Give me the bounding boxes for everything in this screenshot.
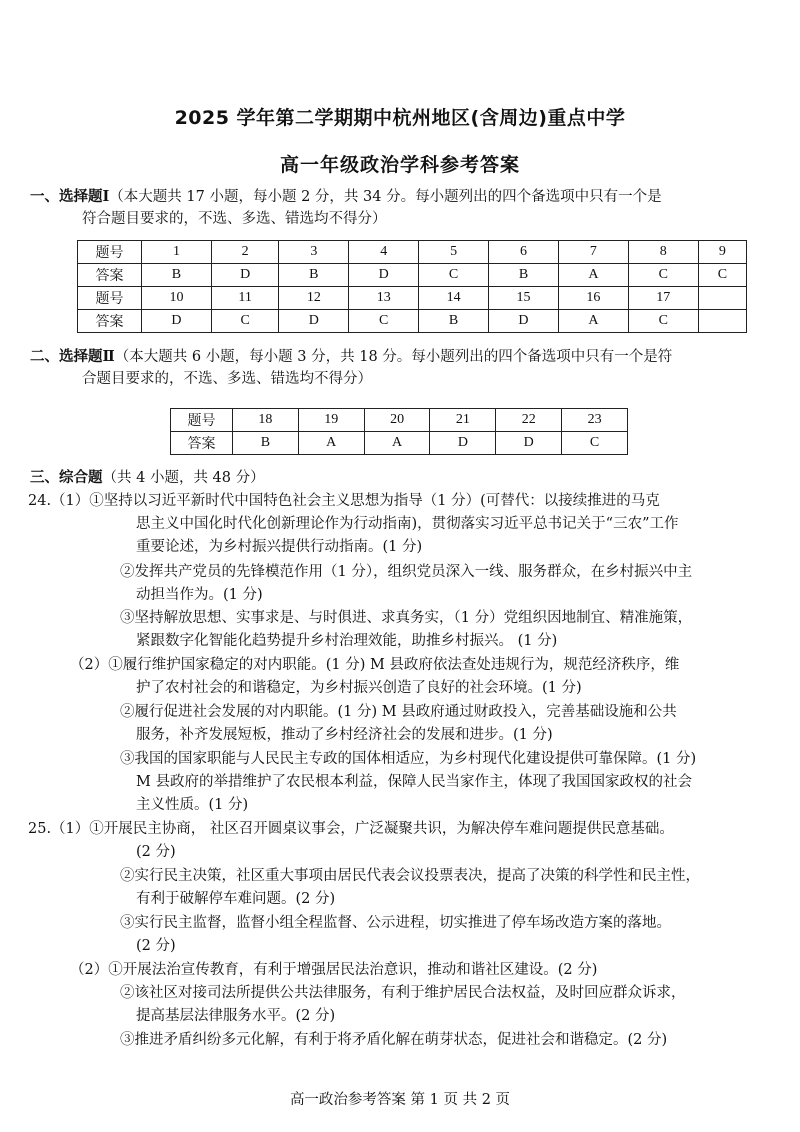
answer-cell: D [211, 264, 278, 287]
row-label: 答案 [78, 264, 142, 287]
answer-cell: D [279, 310, 349, 333]
question-number: 3 [279, 241, 349, 264]
answer-cell: C [698, 264, 746, 287]
section2-heading: 二、选择题Ⅱ [30, 348, 115, 365]
answer-cell: C [628, 310, 698, 333]
table-row [171, 409, 628, 432]
page-subtitle: 高一年级政治学科参考答案 [279, 154, 520, 176]
q24-line: 动担当作为。(1 分) [136, 587, 263, 603]
q24-line: ③坚持解放思想、实事求是、与时俱进、求真务实，（1 分）党组织因地制宜、精准施策， [120, 610, 693, 626]
row-label: 题号 [171, 409, 233, 432]
section3-desc: （共 4 小题，共 48 分） [102, 470, 265, 486]
q24-line: M 县政府的举措维护了农民根本利益，保障人民当家作主，体现了我国国家政权的社会 [136, 774, 692, 790]
question-number: 2 [211, 241, 278, 264]
q24-line: 主义性质。(1 分) [136, 797, 249, 813]
row-label: 题号 [78, 241, 142, 264]
answer-cell: D [489, 310, 559, 333]
row-label: 答案 [78, 310, 142, 333]
section3-intro [30, 467, 265, 489]
q24-line: ③我国的国家职能与人民民主专政的国体相适应，为乡村现代化建设提供可靠保障。(1 分) [120, 751, 697, 767]
page-footer: 高一政治参考答案 第 1 页 共 2 页 [289, 1092, 511, 1108]
answer-cell [698, 310, 746, 333]
q25-line: (2 分) [136, 938, 176, 954]
q25-line: (2 分) [136, 844, 176, 860]
section2-desc-line2: 合题目要求的，不选、多选、错选均不得分） [82, 371, 372, 387]
section2-answer-table [170, 408, 628, 455]
answer-cell: C [562, 432, 628, 455]
table-row [78, 287, 747, 310]
q25-line: ②实行民主决策，社区重大事项由居民代表会议投票表决，提高了决策的科学性和民主性， [120, 868, 700, 884]
q25-line: 25.（1）①开展民主协商， 社区召开圆桌议事会，广泛凝聚共识，为解决停车难问题提供民意基础。 [28, 821, 674, 837]
question-number: 12 [279, 287, 349, 310]
answer-cell: B [279, 264, 349, 287]
question-number: 22 [496, 409, 562, 432]
answer-cell: C [628, 264, 698, 287]
answer-cell: C [419, 264, 489, 287]
section2-intro [30, 346, 672, 368]
q24-line: ②履行促进社会发展的对内职能。(1 分) M 县政府通过财政投入，完善基础设施和公共 [120, 704, 677, 720]
section1-heading: 一、选择题Ⅰ [30, 188, 110, 205]
q24-line: 重要论述，为乡村振兴提供行动指南。(1 分) [136, 539, 423, 555]
question-number: 17 [628, 287, 698, 310]
question-number: 19 [298, 409, 364, 432]
question-number: 16 [558, 287, 628, 310]
question-number [698, 287, 746, 310]
page-title: 2025 学年第二学期期中杭州地区(含周边)重点中学 [174, 107, 626, 129]
q25-line: ③实行民主监督，监督小组全程监督、公示进程，切实推进了停车场改造方案的落地。 [120, 915, 671, 931]
answer-cell: D [496, 432, 562, 455]
row-label: 答案 [171, 432, 233, 455]
question-number: 21 [430, 409, 496, 432]
answer-cell: B [489, 264, 559, 287]
table-row [78, 264, 747, 287]
question-number: 18 [233, 409, 299, 432]
q25-line: 有利于破解停车难问题。(2 分) [136, 891, 336, 907]
answer-cell: D [142, 310, 212, 333]
question-number: 9 [698, 241, 746, 264]
q25-line: ③推进矛盾纠纷多元化解，有利于将矛盾化解在萌芽状态，促进社会和谐稳定。(2 分) [120, 1032, 668, 1048]
question-number: 13 [349, 287, 419, 310]
answer-cell: A [558, 310, 628, 333]
question-number: 8 [628, 241, 698, 264]
q25-line: （2）①开展法治宣传教育，有利于增强居民法治意识，推动和谐社区建设。(2 分) [70, 962, 598, 978]
answer-cell: D [430, 432, 496, 455]
q24-line: （2）①履行维护国家稳定的对内职能。(1 分) M 县政府依法查处违规行为，规范经济秩序，维 [70, 657, 680, 673]
table-row [171, 432, 628, 455]
q24-line: 服务，补齐发展短板，推动了乡村经济社会的发展和进步。(1 分) [136, 727, 553, 743]
section2-desc: （本大题共 6 小题，每小题 3 分，共 18 分。每小题列出的四个备选项中只有一个是符 [114, 349, 673, 365]
question-number: 4 [349, 241, 419, 264]
question-number: 6 [489, 241, 559, 264]
answer-cell: A [558, 264, 628, 287]
section3-heading: 三、综合题 [30, 469, 103, 486]
question-number: 7 [558, 241, 628, 264]
answer-cell: A [364, 432, 430, 455]
table-row [78, 241, 747, 264]
q24-line: 紧跟数字化智能化趋势提升乡村治理效能，助推乡村振兴。 (1 分) [136, 633, 558, 649]
answer-cell: B [142, 264, 212, 287]
section1-intro [30, 186, 662, 208]
q24-line: 护了农村社会的和谐稳定，为乡村振兴创造了良好的社会环境。(1 分) [136, 680, 582, 696]
question-number: 5 [419, 241, 489, 264]
question-number: 11 [211, 287, 278, 310]
section1-desc-line2: 符合题目要求的，不选、多选、错选均不得分） [82, 211, 387, 227]
q24-line: 思主义中国化时代化创新理论作为行动指南)，贯彻落实习近平总书记关于“三农”工作 [136, 516, 679, 532]
answer-cell: D [349, 264, 419, 287]
row-label: 题号 [78, 287, 142, 310]
question-number: 10 [142, 287, 212, 310]
section1-desc: （本大题共 17 小题，每小题 2 分，共 34 分。每小题列出的四个备选项中只有一个是 [109, 189, 662, 205]
answer-cell: C [349, 310, 419, 333]
answer-cell: B [233, 432, 299, 455]
question-number: 23 [562, 409, 628, 432]
question-number: 14 [419, 287, 489, 310]
answer-cell: B [419, 310, 489, 333]
question-number: 15 [489, 287, 559, 310]
question-number: 20 [364, 409, 430, 432]
q24-line: ②发挥共产党员的先锋模范作用（1 分），组织党员深入一线、服务群众，在乡村振兴中主 [120, 564, 693, 580]
q25-line: 提高基层法律服务水平。(2 分) [136, 1008, 336, 1024]
answer-cell: C [211, 310, 278, 333]
q25-line: ②该社区对接司法所提供公共法律服务，有利于维护居民合法权益，及时回应群众诉求， [120, 985, 686, 1001]
section1-answer-table [77, 240, 747, 333]
q24-line: 24.（1）①坚持以习近平新时代中国特色社会主义思想为指导（1 分）(可替代：以接续推进的马克 [28, 493, 660, 509]
question-number: 1 [142, 241, 212, 264]
table-row [78, 310, 747, 333]
answer-cell: A [298, 432, 364, 455]
